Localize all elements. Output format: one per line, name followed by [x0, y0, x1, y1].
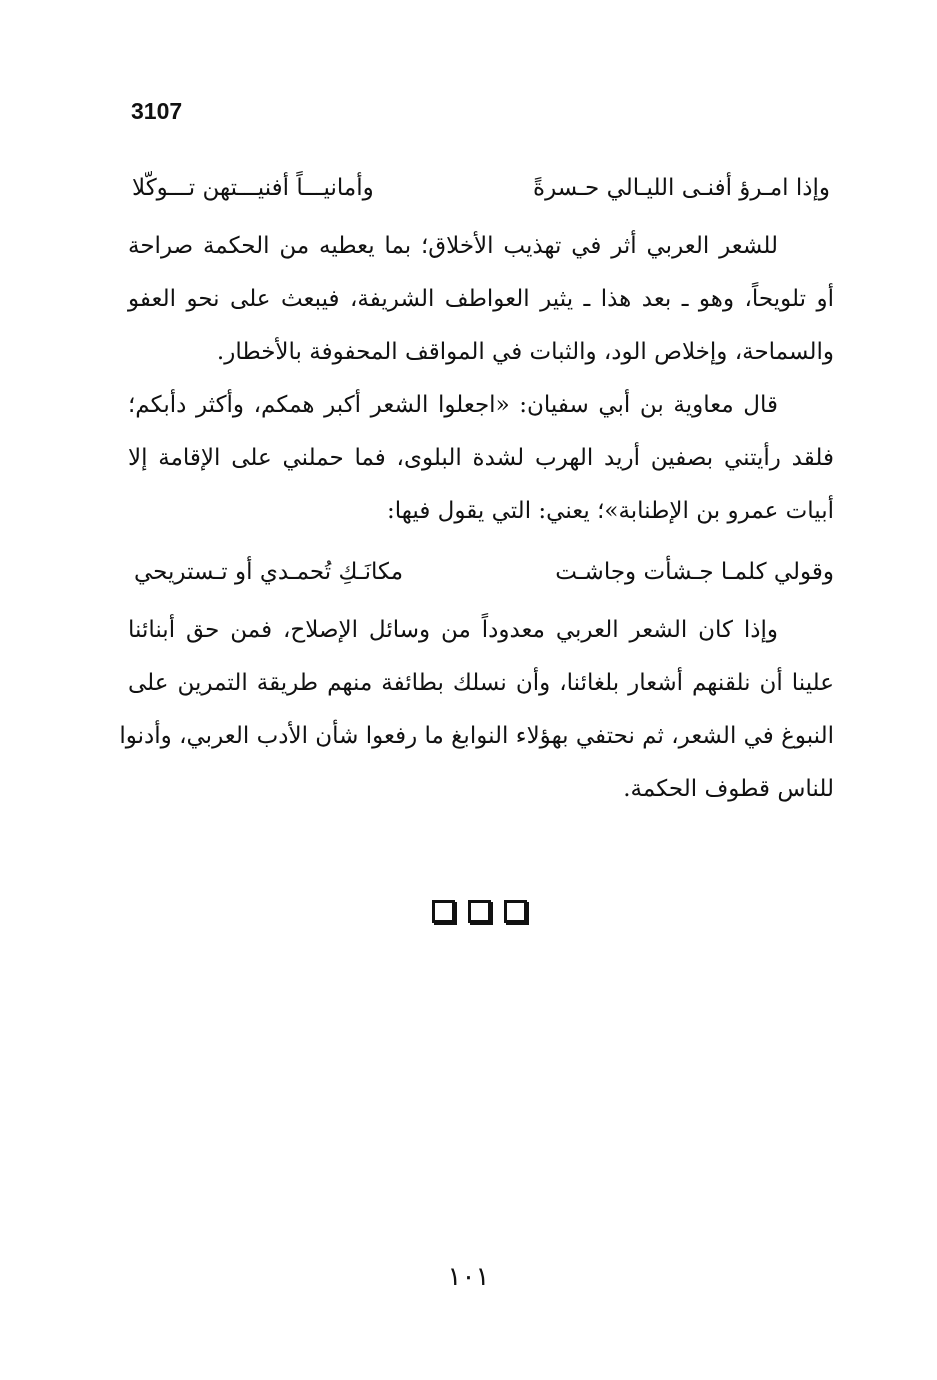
square-ornament-icon: [504, 900, 527, 923]
paragraph-line: فلقد رأيتني بصفين أريد الهرب لشدة البلوى، فما حملني على الإقامة إلا: [128, 445, 834, 471]
verse-2-second-hemistich: مكانَـكِ تُحمـدي أو تـستريحي: [134, 559, 404, 585]
page-body: [119, 160, 834, 816]
verse-2-first-hemistich: وقولي كلمـا جـشأت وجاشـت: [555, 559, 834, 585]
paragraph-2: [128, 379, 834, 538]
paragraph-3: [119, 604, 834, 816]
verse-1: [128, 160, 834, 216]
paragraph-line: قال معاوية بن أبي سفيان: «اجعلوا الشعر أكبر همكم، وأكثر دأبكم؛: [128, 392, 778, 418]
paragraph-line: والسماحة، وإخلاص الود، والثبات في المواقف المحفوفة بالأخطار.: [216, 339, 834, 365]
square-ornament-icon: [468, 900, 491, 923]
verse-1-first-hemistich: وإذا امـرؤ أفنـى الليـالي حـسرةً: [533, 175, 830, 201]
verse-2: [128, 544, 834, 600]
square-ornament-icon: [432, 900, 455, 923]
paragraph-line: علينا أن نلقنهم أشعار بلغائنا، وأن نسلك بطائفة منهم طريقة التمرين على: [128, 670, 834, 696]
page-id: 3107: [131, 98, 183, 124]
paragraph-line: للناس قطوف الحكمة.: [623, 776, 834, 802]
verse-1-second-hemistich: وأمانيـــاً أفنيـــتهن تـــوكّلا: [132, 175, 374, 201]
paragraph-line: وإذا كان الشعر العربي معدوداً من وسائل الإصلاح، فمن حق أبنائنا: [128, 617, 778, 643]
paragraph-1: [128, 220, 834, 379]
page-number: ١٠١: [447, 1262, 490, 1292]
paragraph-line: أو تلويحاً، وهو ـ بعد هذا ـ يثير العواطف الشريفة، فيبعث على نحو العفو: [128, 286, 834, 312]
paragraph-line: النبوغ في الشعر، ثم نحتفي بهؤلاء النوابغ ما رفعوا شأن الأدب العربي، وأدنوا: [119, 723, 834, 749]
paragraph-line: للشعر العربي أثر في تهذيب الأخلاق؛ بما يعطيه من الحكمة صراحة: [128, 233, 778, 259]
section-end-ornament: [432, 900, 527, 923]
paragraph-line: أبيات عمرو بن الإطنابة»؛ يعني: التي يقول فيها:: [387, 498, 834, 524]
